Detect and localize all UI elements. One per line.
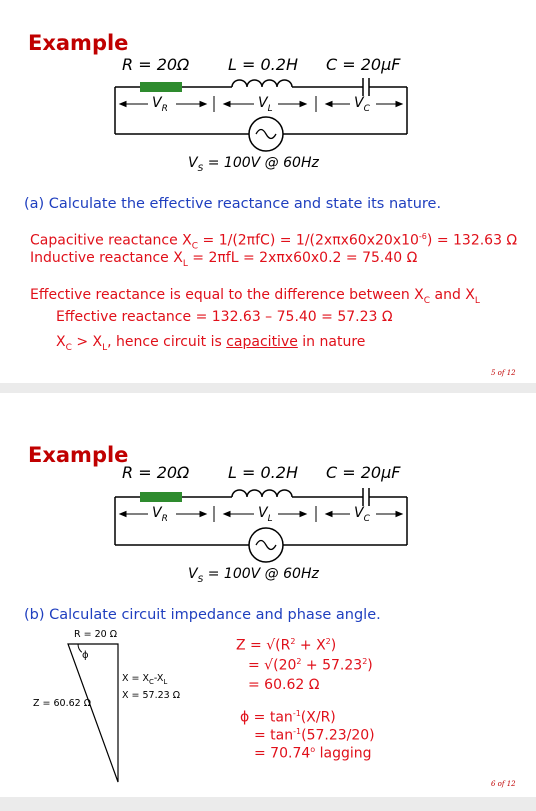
nature-statement: $X_C > X_L$, hence circuit is capacitive in nature: [56, 334, 366, 353]
vl-label: $V_L$: [258, 505, 273, 524]
inductor-coil: [232, 490, 292, 497]
circuit-diagram: [0, 0, 536, 383]
slide-5: [0, 0, 536, 383]
vr-label: $V_R$: [152, 505, 168, 524]
impedance-substitution: = $√(20^2 + 57.23^2)$: [248, 657, 373, 674]
vl-label: $V_L$: [258, 95, 273, 114]
slide-6: [0, 393, 536, 797]
phase-result: = $70.74^o$ lagging: [254, 745, 372, 762]
triangle-z-label: Z = 60.62 Ω: [33, 698, 91, 709]
difference-statement: Effective reactance is equal to the difference between $X_C$ and $X_L$: [30, 287, 480, 306]
phase-substitution: = $\tan^{-1}(57.23/20)$: [254, 727, 375, 744]
phase-formula: $\phi = \tan^{-1}(X/R)$: [240, 709, 336, 726]
effective-reactance-value: Effective reactance = 132.63 – 75.40 = 57.23 Ω: [56, 309, 393, 325]
slide-heading: Example: [28, 31, 129, 55]
inductor-label: L = 0.2H: [228, 55, 298, 74]
resistor: [140, 492, 182, 502]
question-a: (a) Calculate the effective reactance and state its nature.: [24, 196, 442, 212]
capacitor-label: C = 20μF: [326, 55, 401, 74]
inductor-label: L = 0.2H: [228, 463, 298, 482]
resistor-label: R = 20Ω: [122, 55, 190, 74]
resistor: [140, 82, 182, 92]
inductive-reactance-line: Inductive reactance $X_L = 2\pi fL = 2x\pi x60x0.2 = 75.40$ Ω: [30, 250, 418, 269]
capacitive-reactance-line: Capacitive reactance $X_C = 1/(2\pi fC) = 1/(2x\pi x60x20x10^{-6}) = 132.63$ Ω: [30, 232, 518, 252]
phi-symbol: ϕ: [82, 650, 89, 661]
page-number: 6 of 12: [491, 780, 516, 788]
capacitor-label: C = 20μF: [326, 463, 401, 482]
page-number: 5 of 12: [491, 369, 516, 377]
impedance-result: = 60.62 Ω: [248, 677, 320, 693]
source-label: $V_S = 100V$ @ 60Hz: [188, 155, 319, 174]
triangle-x-formula: $X = X_C-X_L$: [122, 673, 168, 686]
question-b: (b) Calculate circuit impedance and phase angle.: [24, 607, 381, 623]
vc-label: $V_C$: [354, 505, 370, 524]
source-label: $V_S = 100V$ @ 60Hz: [188, 566, 319, 585]
triangle-r-label: R = 20 Ω: [74, 629, 117, 640]
resistor-label: R = 20Ω: [122, 463, 190, 482]
triangle-x-value: X = 57.23 Ω: [122, 690, 180, 701]
slide-heading: Example: [28, 443, 129, 467]
vc-label: $V_C$: [354, 95, 370, 114]
impedance-formula: $Z = √(R^2 + X^2)$: [236, 637, 337, 654]
impedance-triangle: [68, 644, 118, 782]
vr-label: $V_R$: [152, 95, 168, 114]
inductor-coil: [232, 80, 292, 87]
